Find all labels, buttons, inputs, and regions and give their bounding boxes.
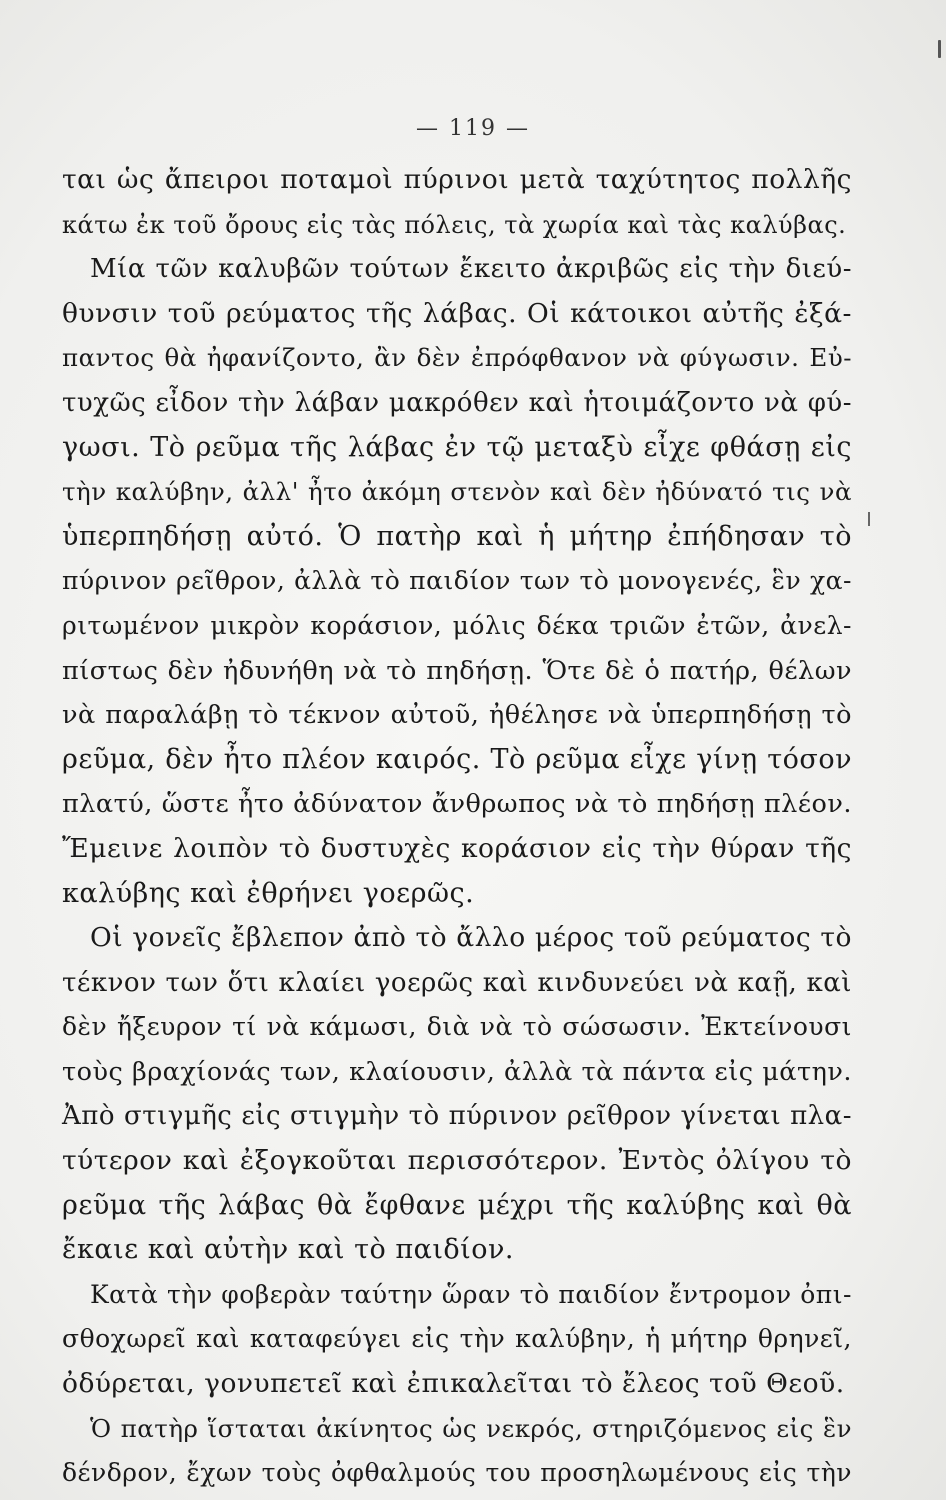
body-text [62, 158, 852, 1496]
text-line: ἔκαιε καὶ αὐτὴν καὶ τὸ παιδίον. [62, 1234, 514, 1266]
text-line: ριτωμένον μικρὸν κοράσιον, μόλις δέκα τριῶν ἐτῶν, ἀνελ- [62, 610, 852, 640]
text-line: τέκνον των ὅτι κλαίει γοερῶς καὶ κινδυνεύει νὰ καῇ, καὶ [62, 967, 852, 998]
text-line: ρεῦμα τῆς λάβας θὰ ἔφθανε μέχρι τῆς καλύβης καὶ θὰ [62, 1189, 852, 1221]
text-line: καλύβης καὶ ἐθρήνει γοερῶς. [62, 877, 475, 909]
text-line: κάτω ἐκ τοῦ ὄρους εἰς τὰς πόλεις, τὰ χωρία καὶ τὰς καλύβας. [62, 210, 847, 239]
text-line: ὑπερπηδήσῃ αὐτό. Ὁ πατὴρ καὶ ἡ μήτηρ ἐπήδησαν τὸ [62, 520, 852, 552]
text-line: τοὺς βραχίονάς των, κλαίουσιν, ἀλλὰ τὰ πάντα εἰς μάτην. [62, 1056, 852, 1087]
text-line: ὀδύρεται, γονυπετεῖ καὶ ἐπικαλεῖται τὸ ἔλεος τοῦ Θεοῦ. [62, 1368, 845, 1400]
text-line: γωσι. Τὸ ρεῦμα τῆς λάβας ἐν τῷ μεταξὺ εἶχε φθάσῃ εἰς [62, 431, 852, 463]
text-line: πύρινον ρεῖθρον, ἀλλὰ τὸ παιδίον των τὸ μονογενές, ἓν χα- [62, 566, 852, 596]
text-line: ται ὡς ἄπειροι ποταμοὶ πύρινοι μετὰ ταχύτητος πολλῆς [62, 164, 852, 195]
text-line: τὴν καλύβην, ἀλλ' ἦτο ἀκόμη στενὸν καὶ δὲν ἠδύνατό τις νὰ [62, 477, 852, 507]
page-number: — 119 — [416, 116, 530, 141]
text-line: δένδρον, ἔχων τοὺς ὀφθαλμούς του προσηλωμένους εἰς τὴν [62, 1458, 852, 1488]
text-line: Ὁ πατὴρ ἵσταται ἀκίνητος ὡς νεκρός, στηριζόμενος εἰς ἓν [90, 1413, 852, 1443]
text-line: Μία τῶν καλυβῶν τούτων ἔκειτο ἀκριβῶς εἰς τὴν διεύ- [90, 254, 852, 285]
text-line: παντος θὰ ἠφανίζοντο, ἂν δὲν ἐπρόφθανον νὰ φύγωσιν. Εὐ- [62, 343, 852, 373]
text-line: Κατὰ τὴν φοβερὰν ταύτην ὥραν τὸ παιδίον ἔντρομον ὀπι- [90, 1279, 852, 1309]
text-line: πίστως δὲν ἠδυνήθη νὰ τὸ πηδήσῃ. Ὅτε δὲ ὁ πατήρ, θέλων [62, 655, 852, 686]
text-line: νὰ παραλάβῃ τὸ τέκνον αὐτοῦ, ἠθέλησε νὰ ὑπερπηδήσῃ τὸ [62, 700, 852, 731]
text-line: Ἔμεινε λοιπὸν τὸ δυστυχὲς κοράσιον εἰς τὴν θύραν τῆς [62, 832, 852, 864]
text-line: τύτερον καὶ ἐξογκοῦται περισσότερον. Ἐντὸς ὀλίγου τὸ [62, 1145, 852, 1177]
text-line: τυχῶς εἶδον τὴν λάβαν μακρόθεν καὶ ἡτοιμάζοντο νὰ φύ- [62, 387, 852, 418]
text-line: θυνσιν τοῦ ρεύματος τῆς λάβας. Οἱ κάτοικοι αὐτῆς ἐξά- [62, 297, 852, 329]
text-line: ρεῦμα, δὲν ἦτο πλέον καιρός. Τὸ ρεῦμα εἶχε γίνῃ τόσον [62, 743, 852, 775]
text-line: Ἀπὸ στιγμῆς εἰς στιγμὴν τὸ πύρινον ρεῖθρον γίνεται πλα- [62, 1101, 852, 1132]
text-line: πλατύ, ὥστε ἦτο ἀδύνατον ἄνθρωπος νὰ τὸ πηδήσῃ πλέον. [62, 789, 852, 820]
text-line: Οἱ γονεῖς ἔβλεπον ἀπὸ τὸ ἄλλο μέρος τοῦ ρεύματος τὸ [90, 922, 852, 954]
text-line: δὲν ἤξευρον τί νὰ κάμωσι, διὰ νὰ τὸ σώσωσιν. Ἐκτείνουσι [62, 1012, 852, 1042]
scan-mark [868, 512, 870, 526]
scan-mark [938, 40, 941, 58]
text-line: σθοχωρεῖ καὶ καταφεύγει εἰς τὴν καλύβην, ἡ μήτηρ θρηνεῖ, [62, 1324, 852, 1354]
